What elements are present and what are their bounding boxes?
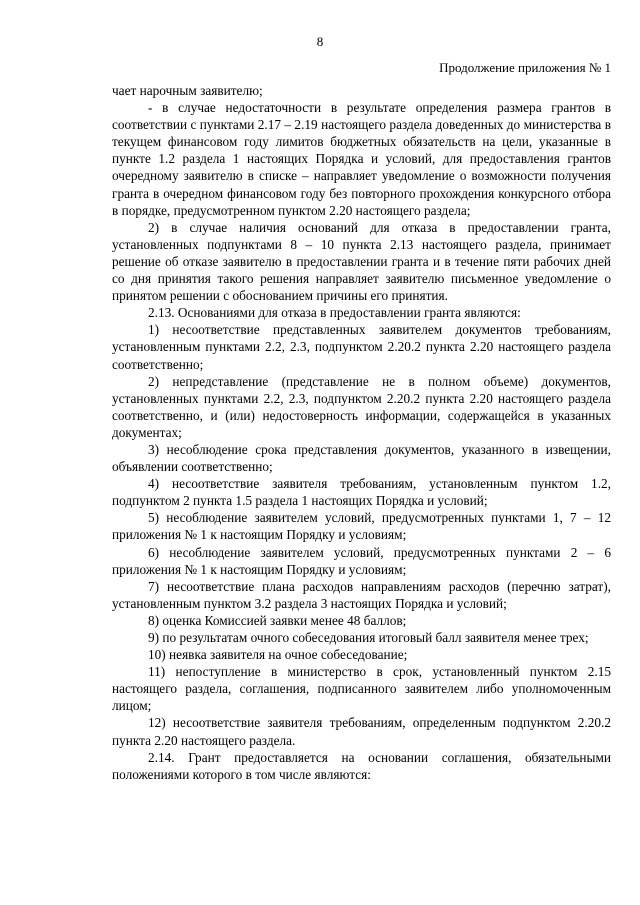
list-item: 12) несоответствие заявителя требованиям, определенным подпунктом 2.20.2 пункта 2.20 настоящего раздела. bbox=[112, 715, 611, 748]
list-item: 5) несоблюдение заявителем условий, предусмотренных пунктами 1, 7 – 12 приложения № 1 к настоящим Порядку и условиям; bbox=[112, 510, 611, 543]
list-item: 6) несоблюдение заявителем условий, предусмотренных пунктами 2 – 6 приложения № 1 к настоящим Порядку и условиям; bbox=[112, 544, 611, 577]
list-item: 10) неявка заявителя на очное собеседование; bbox=[148, 647, 408, 663]
appendix-header: Продолжение приложения № 1 bbox=[439, 60, 611, 75]
paragraph: 2) в случае наличия оснований для отказа в предоставлении гранта, установленных подпунктами 8 – 10 пункта 2.13 настоящего раздела, принимает решение об отказе заявителю в предоставлении гранта и в течение пяти рабочих дней со дня принятия такого решения направляет заявителю письменное уведомление о принятом решении с обоснованием причины его принятия. bbox=[112, 219, 611, 304]
list-item: 4) несоответствие заявителя требованиям, установленным пунктом 1.2, подпунктом 2 пункта 1.5 раздела 1 настоящих Порядка и условий; bbox=[112, 476, 611, 509]
list-item: 8) оценка Комиссией заявки менее 48 баллов; bbox=[148, 612, 407, 628]
section-2-14-heading: 2.14. Грант предоставляется на основании соглашения, обязательными положениями которого в том числе являются: bbox=[112, 749, 611, 782]
list-item: 3) несоблюдение срока представления документов, указанного в извещении, объявлении соответственно; bbox=[112, 441, 611, 475]
list-item: 9) по результатам очного собеседования итоговый балл заявителя менее трех; bbox=[148, 630, 589, 645]
section-2-13-heading: 2.13. Основаниями для отказа в предоставлении гранта являются: bbox=[148, 305, 521, 321]
document-body bbox=[112, 82, 611, 783]
list-item: 11) непоступление в министерство в срок, установленный пунктом 2.15 настоящего раздела, соглашения, подписанного заявителем либо уполномоченным лицом; bbox=[112, 664, 611, 714]
list-item: 7) несоответствие плана расходов направлениям расходов (перечню затрат), установленным пунктом 3.2 раздела 3 настоящих Порядка и условий; bbox=[112, 578, 611, 611]
paragraph: - в случае недостаточности в результате определения размера грантов в соответствии с пунктами 2.17 – 2.19 настоящего раздела доведенных до министерства в текущем финансовом году лимитов бюджетных обязательств на цели, указанные в пункте 1.2 раздела 1 настоящих Порядка и условий, для предоставления грантов очередному заявителю в списке – направляет уведомление о возможности получения гранта в очередном финансовом году без повторного прохождения конкурсного отбора в порядке, предусмотренном пунктом 2.20 настоящего раздела; bbox=[112, 100, 611, 218]
list-item: 2) непредставление (представление не в полном объеме) документов, установленных пунктами 2.2, 2.3, подпунктом 2.20.2 пункта 2.20 настоящего раздела соответственно, и (или) недостоверность информации, содержащейся в указанных документах; bbox=[112, 373, 611, 440]
paragraph: чает нарочным заявителю; bbox=[112, 83, 263, 98]
list-item: 1) несоответствие представленных заявителем документов требованиям, установленным пунктами 2.2, 2.3, подпунктом 2.20.2 пункта 2.20 настоящего раздела соответственно; bbox=[112, 322, 611, 372]
page-number: 8 bbox=[316, 34, 324, 49]
